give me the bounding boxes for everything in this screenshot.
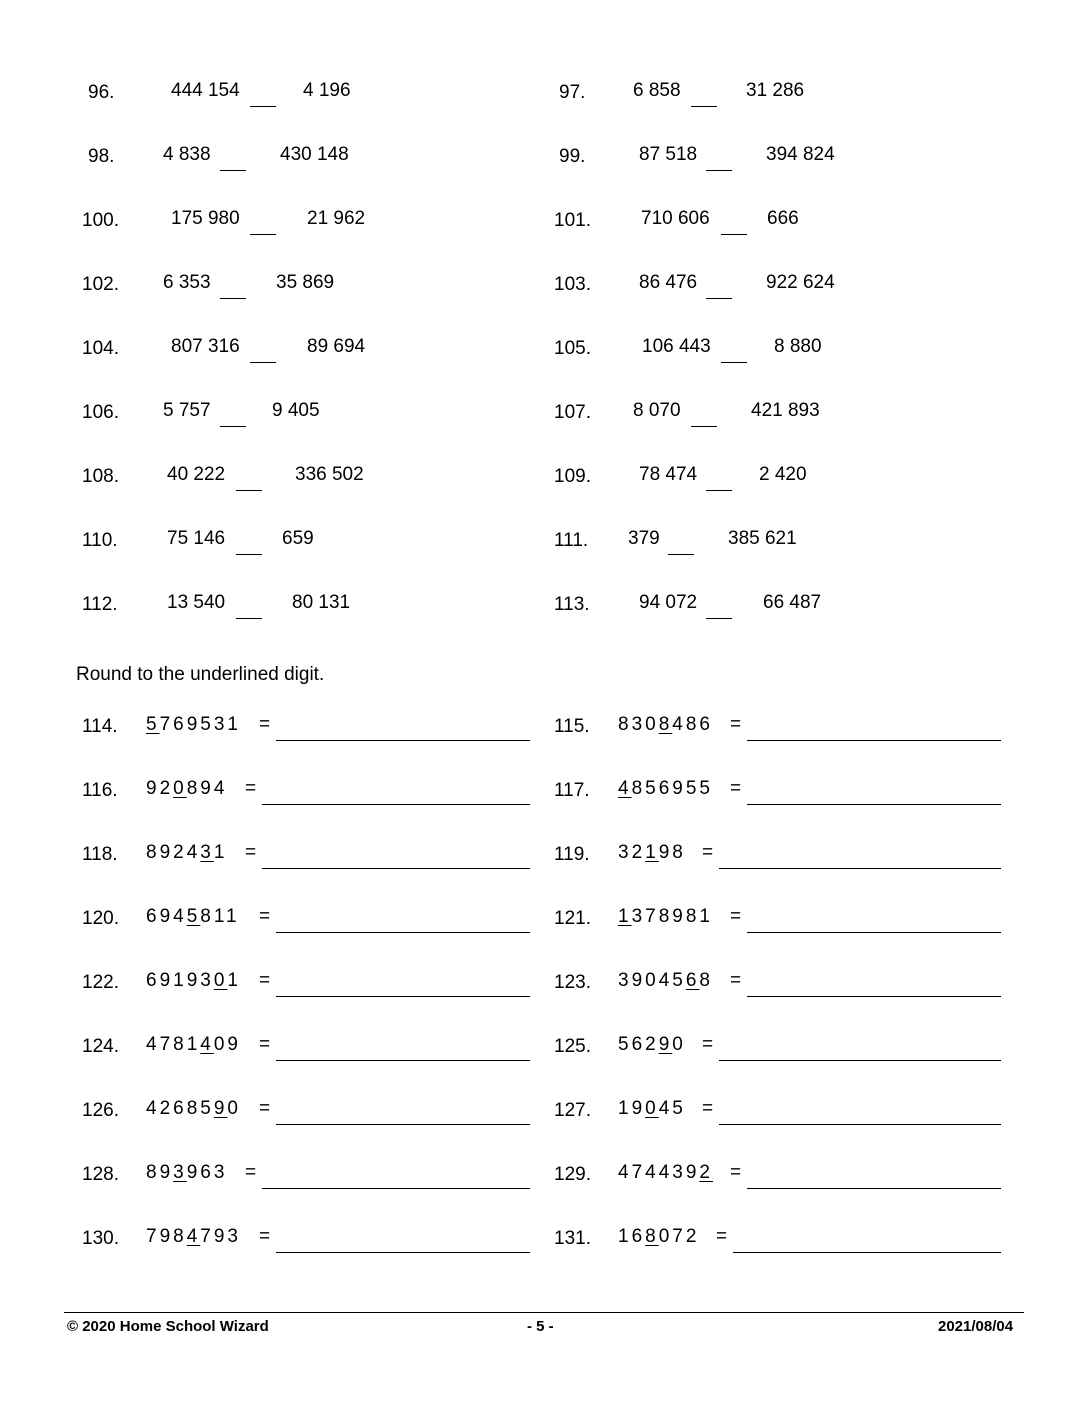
problem-number: 111. — [554, 530, 589, 551]
equals-sign: = — [259, 1098, 271, 1119]
round-item — [0, 770, 1088, 810]
footer-copyright: © 2020 Home School Wizard — [67, 1318, 269, 1335]
answer-line[interactable] — [747, 1188, 1001, 1189]
round-item — [0, 1154, 1088, 1194]
right-number: 659 — [282, 528, 314, 549]
right-number: 394 824 — [766, 144, 835, 165]
number-to-round: 19045 — [618, 1098, 686, 1119]
number-to-round: 4744392 — [618, 1162, 713, 1183]
left-number: 94 072 — [639, 592, 698, 613]
equals-sign: = — [702, 1098, 714, 1119]
equals-sign: = — [730, 714, 742, 735]
problem-number: 129. — [554, 1164, 591, 1185]
right-number: 430 148 — [280, 144, 349, 165]
equals-sign: = — [245, 778, 257, 799]
problem-number: 97. — [559, 82, 586, 103]
problem-number: 101. — [554, 210, 591, 231]
footer-page-number: - 5 - — [527, 1318, 554, 1335]
underlined-digit: 5 — [186, 906, 201, 927]
round-item — [0, 1026, 1088, 1066]
underlined-digit: 1 — [645, 842, 659, 863]
round-item — [0, 1218, 1088, 1258]
left-number: 4 838 — [163, 144, 211, 165]
problem-number: 125. — [554, 1036, 591, 1057]
right-number: 336 502 — [295, 464, 364, 485]
underlined-digit: 9 — [658, 1034, 673, 1055]
round-item — [0, 706, 1088, 746]
equals-sign: = — [702, 1034, 714, 1055]
number-to-round: 6945811 — [146, 906, 240, 927]
underlined-digit: 0 — [213, 970, 228, 991]
left-number: 807 316 — [171, 336, 240, 357]
equals-sign: = — [259, 714, 271, 735]
equals-sign: = — [716, 1226, 728, 1247]
underlined-digit: 9 — [213, 1098, 228, 1119]
left-number: 40 222 — [167, 464, 226, 485]
underlined-digit: 5 — [146, 714, 160, 735]
right-number: 2 420 — [759, 464, 807, 485]
right-number: 4 196 — [303, 80, 351, 101]
underlined-digit: 4 — [186, 1226, 201, 1247]
equals-sign: = — [730, 1162, 742, 1183]
problem-number: 120. — [82, 908, 119, 929]
equals-sign: = — [702, 842, 714, 863]
compare-item — [0, 200, 1088, 240]
problem-number: 104. — [82, 338, 119, 359]
problem-number: 123. — [554, 972, 591, 993]
compare-item — [0, 520, 1088, 560]
right-number: 31 286 — [746, 80, 805, 101]
left-number: 379 — [628, 528, 660, 549]
answer-line[interactable] — [719, 1060, 1001, 1061]
underlined-digit: 0 — [173, 778, 187, 799]
number-to-round: 7984793 — [146, 1226, 241, 1247]
problem-number: 122. — [82, 972, 119, 993]
compare-item — [0, 584, 1088, 624]
equals-sign: = — [730, 906, 742, 927]
right-number: 385 621 — [728, 528, 797, 549]
answer-line[interactable] — [747, 932, 1001, 933]
equals-sign: = — [245, 1162, 257, 1183]
problem-number: 115. — [554, 716, 590, 737]
section-instruction: Round to the underlined digit. — [76, 664, 325, 685]
footer-divider — [64, 1312, 1024, 1313]
left-number: 6 858 — [633, 80, 681, 101]
round-item — [0, 1090, 1088, 1130]
number-to-round: 893963 — [146, 1162, 228, 1183]
problem-number: 119. — [554, 844, 590, 865]
answer-line[interactable] — [747, 804, 1001, 805]
problem-number: 107. — [554, 402, 591, 423]
left-number: 75 146 — [167, 528, 226, 549]
equals-sign: = — [259, 1226, 271, 1247]
equals-sign: = — [259, 1034, 271, 1055]
problem-number: 114. — [82, 716, 118, 737]
problem-number: 127. — [554, 1100, 591, 1121]
left-number: 444 154 — [171, 80, 240, 101]
problem-number: 105. — [554, 338, 591, 359]
answer-blank[interactable] — [668, 554, 694, 555]
answer-blank[interactable] — [706, 298, 732, 299]
number-to-round: 892431 — [146, 842, 228, 863]
answer-blank[interactable] — [691, 106, 717, 107]
answer-line[interactable] — [719, 868, 1001, 869]
round-item — [0, 898, 1088, 938]
left-number: 8 070 — [633, 400, 681, 421]
problem-number: 124. — [82, 1036, 119, 1057]
left-number: 6 353 — [163, 272, 211, 293]
equals-sign: = — [259, 970, 271, 991]
number-to-round: 5769531 — [146, 714, 241, 735]
left-number: 5 757 — [163, 400, 211, 421]
compare-item — [0, 72, 1088, 112]
answer-blank[interactable] — [706, 490, 732, 491]
right-number: 421 893 — [751, 400, 820, 421]
problem-number: 106. — [82, 402, 119, 423]
problem-number: 100. — [82, 210, 119, 231]
left-number: 13 540 — [167, 592, 226, 613]
underlined-digit: 2 — [699, 1162, 713, 1183]
underlined-digit: 8 — [645, 1226, 659, 1247]
answer-blank[interactable] — [706, 618, 732, 619]
answer-blank[interactable] — [721, 234, 747, 235]
left-number: 175 980 — [171, 208, 240, 229]
answer-line[interactable] — [747, 996, 1001, 997]
right-number: 922 624 — [766, 272, 835, 293]
number-to-round: 3904568 — [618, 970, 713, 991]
equals-sign: = — [259, 906, 271, 927]
problem-number: 108. — [82, 466, 119, 487]
underlined-digit: 0 — [645, 1098, 659, 1119]
compare-item — [0, 392, 1088, 432]
underlined-digit: 4 — [200, 1034, 214, 1055]
answer-line[interactable] — [733, 1252, 1001, 1253]
underlined-digit: 3 — [173, 1162, 187, 1183]
underlined-digit: 6 — [685, 970, 700, 991]
answer-blank[interactable] — [706, 170, 732, 171]
compare-item — [0, 264, 1088, 304]
underlined-digit: 4 — [618, 778, 632, 799]
answer-line[interactable] — [719, 1124, 1001, 1125]
right-number: 8 880 — [774, 336, 822, 357]
right-number: 80 131 — [292, 592, 351, 613]
left-number: 78 474 — [639, 464, 698, 485]
number-to-round: 6919301 — [146, 970, 241, 991]
number-to-round: 56290 — [618, 1034, 686, 1055]
round-item — [0, 834, 1088, 874]
compare-item — [0, 136, 1088, 176]
right-number: 9 405 — [272, 400, 320, 421]
problem-number: 118. — [82, 844, 118, 865]
right-number: 666 — [767, 208, 799, 229]
number-to-round: 168072 — [618, 1226, 700, 1247]
equals-sign: = — [730, 970, 742, 991]
compare-item — [0, 328, 1088, 368]
compare-item — [0, 456, 1088, 496]
footer-date: 2021/08/04 — [938, 1318, 1014, 1335]
problem-number: 102. — [82, 274, 119, 295]
problem-number: 96. — [88, 82, 115, 103]
number-to-round: 4268590 — [146, 1098, 241, 1119]
number-to-round: 1378981 — [618, 906, 713, 927]
right-number: 21 962 — [307, 208, 366, 229]
problem-number: 117. — [554, 780, 590, 801]
number-to-round: 4781409 — [146, 1034, 241, 1055]
right-number: 89 694 — [307, 336, 366, 357]
left-number: 106 443 — [642, 336, 711, 357]
underlined-digit: 8 — [658, 714, 673, 735]
problem-number: 121. — [554, 908, 591, 929]
answer-line[interactable] — [747, 740, 1001, 741]
problem-number: 103. — [554, 274, 591, 295]
problem-number: 128. — [82, 1164, 119, 1185]
underlined-digit: 3 — [200, 842, 214, 863]
left-number: 710 606 — [641, 208, 710, 229]
left-number: 87 518 — [639, 144, 698, 165]
answer-blank[interactable] — [691, 426, 717, 427]
problem-number: 98. — [88, 146, 115, 167]
problem-number: 130. — [82, 1228, 119, 1249]
equals-sign: = — [245, 842, 257, 863]
equals-sign: = — [730, 778, 742, 799]
problem-number: 113. — [554, 594, 590, 615]
problem-number: 131. — [554, 1228, 591, 1249]
answer-blank[interactable] — [721, 362, 747, 363]
number-to-round: 8308486 — [618, 714, 713, 735]
problem-number: 126. — [82, 1100, 119, 1121]
problem-number: 109. — [554, 466, 591, 487]
problem-number: 116. — [82, 780, 118, 801]
problem-number: 112. — [82, 594, 118, 615]
underlined-digit: 1 — [618, 906, 632, 927]
right-number: 35 869 — [276, 272, 335, 293]
number-to-round: 920894 — [146, 778, 228, 799]
problem-number: 99. — [559, 146, 586, 167]
round-item — [0, 962, 1088, 1002]
number-to-round: 32198 — [618, 842, 686, 863]
right-number: 66 487 — [763, 592, 822, 613]
number-to-round: 4856955 — [618, 778, 713, 799]
left-number: 86 476 — [639, 272, 698, 293]
problem-number: 110. — [82, 530, 118, 551]
